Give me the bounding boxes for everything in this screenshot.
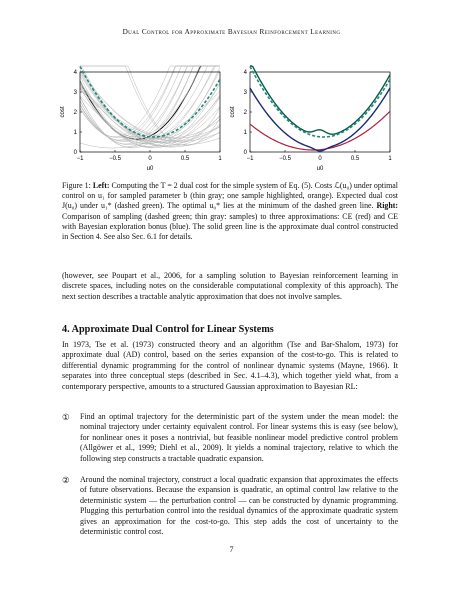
x-tick-label: 1: [388, 156, 392, 162]
page-number: 7: [229, 545, 234, 554]
figure-1: [60, 64, 400, 179]
right-panel: [230, 66, 392, 172]
dual-cost-curve-right: [250, 66, 390, 137]
y-tick-label: 3: [243, 90, 247, 96]
dual-cost-curve: [80, 66, 220, 137]
left-ylabel: cost: [60, 106, 66, 118]
y-tick-label: 1: [73, 130, 77, 136]
x-tick-label: −0.5: [279, 156, 291, 162]
left-xlabel: u0: [146, 166, 154, 172]
paragraph-continuation: (however, see Poupart et al., 2006, for a sampling solution to Bayesian reinforcement learning in discrete spaces, including notes on the considerable computational complexity of this approach). The next section describes a tractable analytic approximation that does not involve samples.: [62, 271, 398, 301]
x-tick-label: 1: [218, 156, 222, 162]
x-tick-label: 0.5: [180, 156, 190, 162]
x-tick-label: −0.5: [109, 156, 121, 162]
sample-curves: [80, 66, 220, 148]
x-tick-label: 0.5: [350, 156, 360, 162]
caption-text-left: Computing the T = 2 dual cost for the simple system of Eq. (5). Costs ℒ(u₀) under optimal control on u₁ for sampled parameter b (thin gray; one sample highlighted, orange). Expected dual cost J(u₀) under u₁* (dashed green). The optimal u₀* lies at the minimum of the dashed green line.: [62, 181, 398, 211]
figure-caption: [62, 181, 398, 242]
y-tick-label: 2: [243, 110, 247, 116]
list-item: [62, 475, 398, 537]
caption-left-label: Left:: [92, 181, 110, 190]
caption-prefix: Figure 1:: [62, 181, 91, 190]
running-header: Dual Control for Approximate Bayesian Reinforcement Learning: [122, 28, 341, 36]
caption-text-right: Comparison of sampling (dashed green; thin gray: samples) to three approximations: CE (red) and CE with Bayesian exploration bonus (blue). The solid green line is the approximate dual control constructed in Section 4. See also Sec. 6.1 for details.: [62, 211, 398, 242]
x-tick-label: −1: [246, 156, 254, 162]
caption-right-label: Right:: [376, 201, 398, 211]
item-text: Find an optimal trajectory for the deterministic part of the system under the mean model: the nominal trajectory under certainty equivalent control. For linear systems this is easy (see below), for nonlinear ones it poses a nontrivial, but feasible nonlinear model predictive control problem (Allgöwer et al., 1999; Diehl et al., 2009). It yields a nominal trajectory, relative to which the following step constructs a tractable quadratic expansion.: [80, 412, 398, 463]
list-item: [62, 412, 398, 464]
x-tick-label: 0: [318, 156, 322, 162]
left-panel: [60, 66, 222, 172]
y-tick-label: 4: [243, 70, 247, 76]
y-tick-label: 0: [73, 150, 77, 156]
right-ylabel: cost: [230, 106, 236, 118]
item-marker: ①: [62, 412, 70, 422]
y-tick-label: 0: [243, 150, 247, 156]
y-tick-label: 2: [73, 110, 77, 116]
item-text: Around the nominal trajectory, construct a local quadratic expansion that approximates the effects of future observations. Because the expansion is quadratic, an optimal control law relative to the deterministic system — the perturbation control — can be constructed by dynamic programming. Plugging this perturbation control into the residual dynamics of the approximate quadratic system gives an approximation for the cost-to-go. This step adds the cost of uncertainty to the deterministic control cost.: [80, 475, 398, 537]
y-tick-label: 4: [73, 70, 77, 76]
right-xlabel: u0: [316, 166, 324, 172]
left-ticks: [74, 70, 223, 162]
x-tick-label: −1: [76, 156, 84, 162]
section-title: 4. Approximate Dual Control for Linear Systems: [62, 324, 274, 335]
right-axes-frame: [250, 72, 390, 152]
paragraph-intro: In 1973, Tse et al. (1973) constructed theory and an algorithm (Tse and Bar-Shalom, 1973) for approximate dual (AD) control, based on the series expansion of the cost-to-go. This is related to differential dynamic programming for the control of nonlinear dynamic systems (Mayne, 1966). It separates into three conceptual steps (described in Sec. 4.1–4.3), which together yield what, from a contemporary perspective, amounts to a structured Gaussian approximation to Bayesian RL:: [62, 340, 398, 391]
approx-dual-curve: [250, 66, 390, 134]
x-tick-label: 0: [148, 156, 152, 162]
y-tick-label: 3: [73, 90, 77, 96]
y-tick-label: 1: [243, 130, 247, 136]
item-marker: ②: [62, 475, 70, 485]
right-ticks: [244, 70, 393, 162]
ce-curve: [250, 111, 390, 150]
